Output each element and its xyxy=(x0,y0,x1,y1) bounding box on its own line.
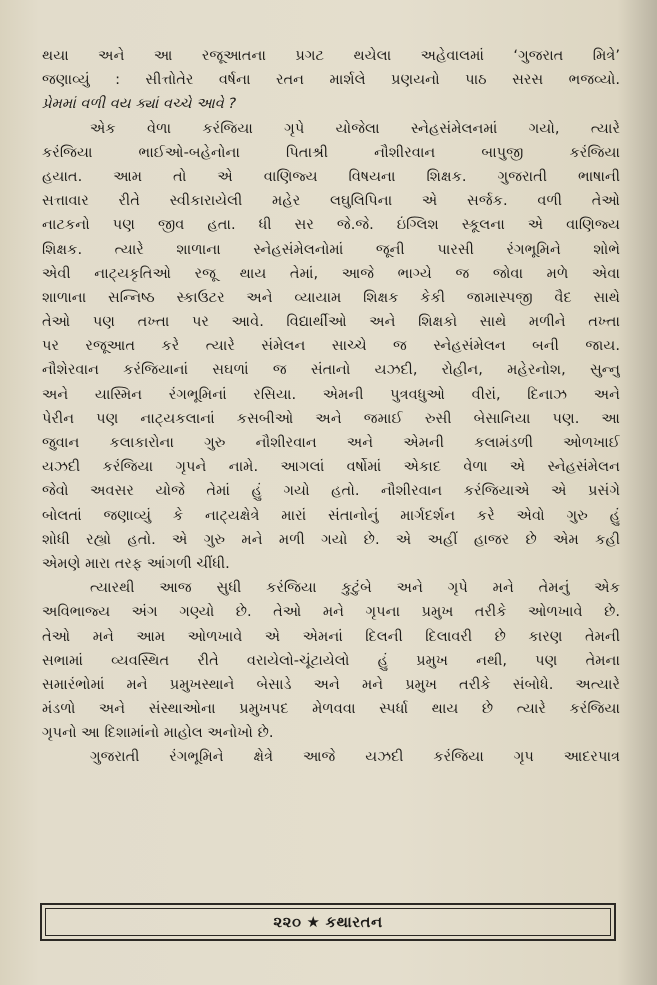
text-line: યઝદી કરંજિયા ગૃપને નામે. આગલાં વર્ષોમાં એકાદ વેળા એ સ્નેહસંમેલન xyxy=(42,458,620,476)
page-number: ૨૨૦ xyxy=(273,913,302,931)
text-line: શોધી રહ્યો હતો. એ ગુરુ મને મળી ગયો છે. એ અહીં હાજર છે એમ કહી xyxy=(42,530,620,548)
text-line: અને યાસ્મિન રંગભૂમિનાં રસિયા. એમની પુત્રવધુઓ વીરાં, દિનાઝ અને xyxy=(42,385,620,403)
text-line: ગુજરાતી રંગભૂમિને ક્ષેત્રે આજે યઝદી કરંજિયા ગૃપ આદરપાત્ર xyxy=(90,748,620,766)
text-line: પેરીન પણ નાટ્યકલાનાં કસબીઓ અને જમાઈ રુસી બેસાનિયા પણ. આ xyxy=(42,409,620,427)
text-line: સમારંભોમાં મને પ્રમુખસ્થાને બેસાડે અને મને પ્રમુખ તરીકે સંબોધે. અત્યારે xyxy=(42,675,620,693)
text-line: સત્તાવાર રીતે સ્વીકારાયેલી મહેર લઘુલિપિના એ સર્જક. વળી તેઓ xyxy=(42,192,620,210)
footer-text xyxy=(273,913,382,931)
text-line: અવિભાજ્ય અંગ ગણ્યો છે. તેઓ મને ગૃપના પ્રમુખ તરીકે ઓળખાવે છે. xyxy=(42,603,620,621)
text-line: એવી નાટ્યકૃતિઓ રજૂ થાય તેમાં, આજે ભાગ્યે જ જોવા મળે એવા xyxy=(42,264,620,282)
text-line: ગૃપનો આ દિશામાંનો માહોલ અનોખો છે. xyxy=(42,724,274,742)
book-title: કથારતન xyxy=(325,913,383,931)
text-line: મંડળો અને સંસ્થાઓના પ્રમુખપદ મેળવવા સ્પર્ધા થાય છે ત્યારે કરંજિયા xyxy=(42,700,620,718)
text-line: બોલતાં જણાવ્યું કે નાટ્યક્ષેત્રે મારાં સંતાનોનું માર્ગદર્શન કરે એવો ગુરુ હું xyxy=(42,506,620,524)
star-icon: ★ xyxy=(306,913,321,931)
text-line: કરંજિયા ભાઈઓ-બહેનોના પિતાશ્રી નૌશીરવાન બાપુજી કરંજિયા xyxy=(42,143,620,161)
text-line: નાટકનો પણ જીવ હતા. ધી સર જે.જે. ઇંગ્લિશ સ્કૂલના એ વાણિજ્ય xyxy=(42,216,620,234)
text-line: થયા અને આ રજૂઆતના પ્રગટ થયેલા અહેવાલમાં ‘ગુજરાત મિત્રે’ xyxy=(42,47,620,64)
text-line: એક વેળા કરંજિયા ગૃપે યોજેલા સ્નેહસંમેલનમાં ગયો, ત્યારે xyxy=(90,119,620,137)
paragraph xyxy=(42,44,620,117)
text-line: જુવાન કલાકારોના ગુરુ નૌશીરવાન અને એમની કલામંડળી ઓળખાઈ xyxy=(42,434,620,451)
text-line: ત્યારથી આજ સુધી કરંજિયા કુટુંબે અને ગૃપે મને તેમનું એક xyxy=(90,579,620,597)
text-line: તેઓ મને આમ ઓળખાવે એ એમનાં દિલની દિલાવરી છે કારણ તેમની xyxy=(42,627,620,645)
text-line: જેવો અવસર યોજે તેમાં હું ગયો હતો. નૌશીરવાન કરંજિયાએ એ પ્રસંગે xyxy=(42,482,620,500)
text-line: એમણે મારા તરફ આંગળી ચીંધી. xyxy=(42,554,230,572)
text-line: શાળાના સન્નિષ્ઠ સ્કાઉટર અને વ્યાયામ શિક્ષક કેકી જામાસ્પજી વૈદ સાથે xyxy=(42,288,620,306)
text-line: તેઓ પણ તખ્તા પર આવે. વિદ્યાર્થીઓ અને શિક્ષકો સાથે મળીને તખ્તા xyxy=(42,313,620,331)
text-line: શિક્ષક. ત્યારે શાળાના સ્નેહસંમેલનોમાં જૂની પારસી રંગભૂમિને શોભે xyxy=(42,240,620,258)
paragraph xyxy=(42,745,620,769)
text-line: નૌશેરવાન કરંજિયાનાં સઘળાં જ સંતાનો યઝદી, રોહીન, મહેરનોશ, સુન્નુ xyxy=(42,361,620,379)
text-line: પર રજૂઆત કરે ત્યારે સંમેલન સાચ્ચે જ સ્નેહસંમેલન બની જાય. xyxy=(42,337,620,355)
body-text xyxy=(42,44,620,770)
page-footer xyxy=(40,903,616,941)
text-line: પ્રેમમાં વળી વય ક્યાં વચ્ચે આવે ? xyxy=(42,95,237,113)
text-line: હયાત. આમ તો એ વાણિજ્ય વિષયના શિક્ષક. ગુજરાતી ભાષાની xyxy=(42,167,620,185)
paragraph xyxy=(42,117,620,577)
text-line: જણાવ્યું : સીત્તોતેર વર્ષના રતન માર્શલે પ્રણયનો પાઠ સરસ ભજવ્યો. xyxy=(42,71,620,89)
paragraph xyxy=(42,576,620,745)
text-line: સભામાં વ્યવસ્થિત રીતે વરાયેલો-ચૂંટાયેલો હું પ્રમુખ નથી, પણ તેમના xyxy=(42,651,620,669)
